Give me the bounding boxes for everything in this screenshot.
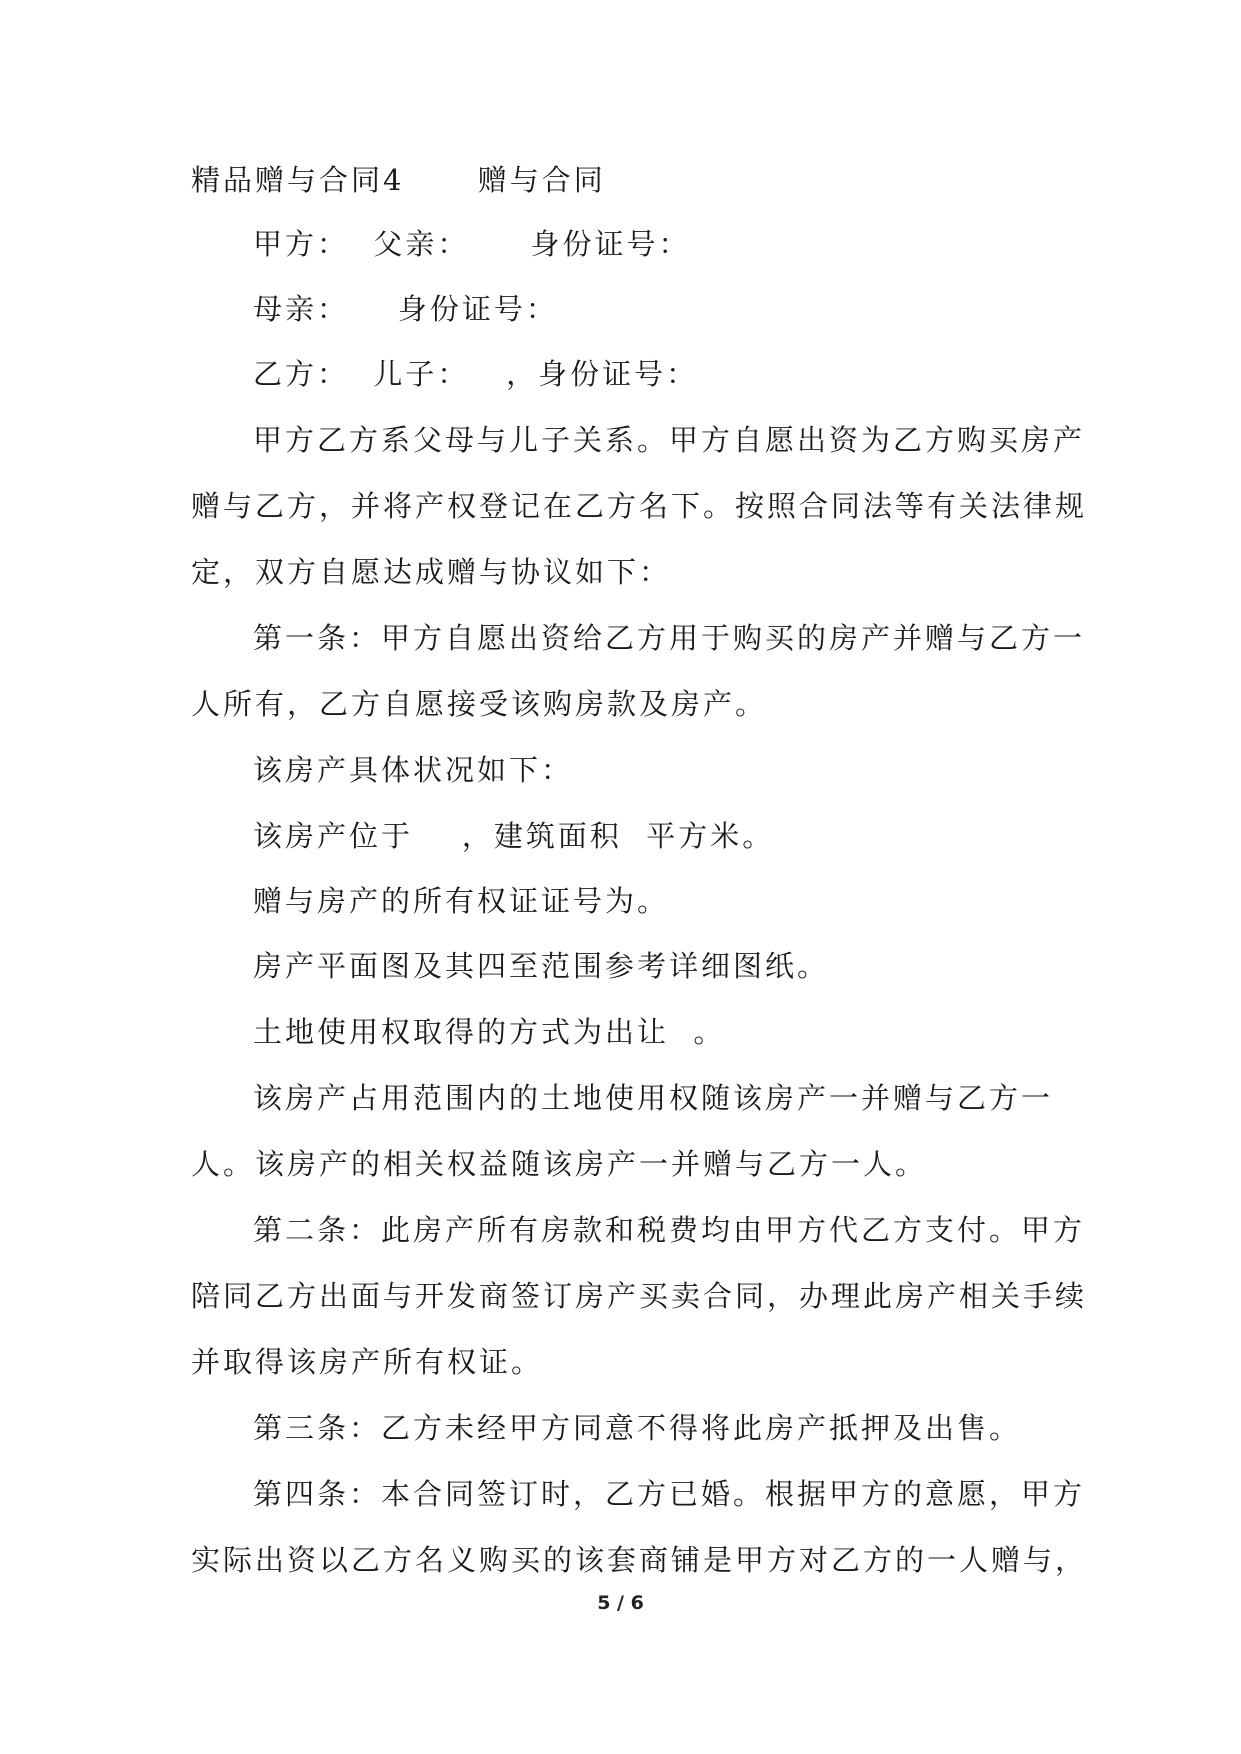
- article-3-line: 第三条：乙方未经甲方同意不得将此房产抵押及出售。: [253, 1411, 1022, 1445]
- document-title-line: 精品赠与合同4 赠与合同: [191, 163, 606, 197]
- article-1-line: 人所有，乙方自愿接受该购房款及房产。: [191, 687, 768, 721]
- article-4-line: 实际出资以乙方名义购买的该套商铺是甲方对乙方的一人赠与，: [191, 1543, 1088, 1577]
- property-details-heading: 该房产具体状况如下：: [253, 753, 574, 787]
- article-4-line: 第四条：本合同签订时，乙方已婚。根据甲方的意愿，甲方: [253, 1477, 1086, 1511]
- paragraph-line: 人。该房产的相关权益随该房产一并赠与乙方一人。: [191, 1147, 928, 1181]
- party-a-father-line: 甲方： 父亲： 身份证号：: [253, 227, 691, 261]
- party-a-mother-line: 母亲： 身份证号：: [253, 292, 558, 326]
- paragraph-line: 甲方乙方系父母与儿子关系。甲方自愿出资为乙方购买房产: [253, 423, 1086, 457]
- article-1-line: 第一条：甲方自愿出资给乙方用于购买的房产并赠与乙方一: [253, 621, 1086, 655]
- property-certificate-line: 赠与房产的所有权证证号为。: [253, 884, 670, 918]
- page-number: 5 / 6: [597, 1592, 644, 1614]
- article-2-line: 第二条：此房产所有房款和税费均由甲方代乙方支付。甲方: [253, 1213, 1086, 1247]
- paragraph-line: 赠与乙方，并将产权登记在乙方名下。按照合同法等有关法律规: [191, 489, 1088, 523]
- land-use-line: 土地使用权取得的方式为出让 。: [253, 1015, 726, 1049]
- paragraph-line: 该房产占用范围内的土地使用权随该房产一并赠与乙方一: [253, 1081, 1054, 1115]
- article-2-line: 并取得该房产所有权证。: [191, 1345, 544, 1379]
- paragraph-line: 定，双方自愿达成赠与协议如下：: [191, 555, 672, 589]
- property-location-line: 该房产位于 ，建筑面积 平方米。: [253, 819, 775, 853]
- party-b-line: 乙方： 儿子： ，身份证号：: [253, 357, 699, 391]
- property-floorplan-line: 房产平面图及其四至范围参考详细图纸。: [253, 949, 830, 983]
- article-2-line: 陪同乙方出面与开发商签订房产买卖合同，办理此房产相关手续: [191, 1279, 1088, 1313]
